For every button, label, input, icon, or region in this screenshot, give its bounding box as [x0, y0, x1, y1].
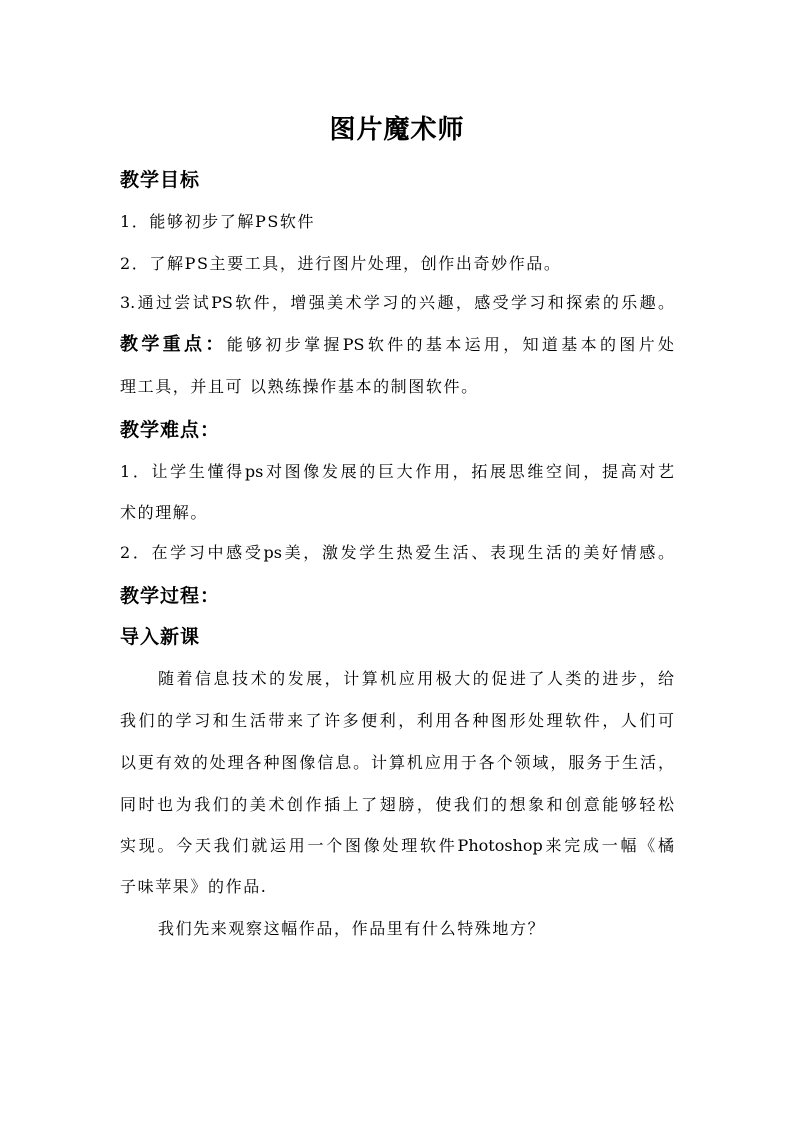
page-title: 图片魔术师 [329, 115, 465, 145]
objectives-heading: 教学目标 [120, 169, 201, 191]
paragraph-line: 以更有效的处理各种图像信息。计算机应用于各个领域，服务于生活， [120, 753, 674, 772]
difficulty-line: 1．让学生懂得ps对图像发展的巨大作用，拓展思维空间，提高对艺 [120, 462, 674, 481]
key-points-label: 教学重点： [120, 334, 227, 355]
objective-item: 1．能够初步了解PS软件 [120, 212, 316, 231]
process-heading: 教学过程： [120, 585, 221, 607]
key-points-line: 理工具，并且可 以熟练操作基本的制图软件。 [120, 377, 479, 396]
process-subheading: 导入新课 [120, 626, 201, 648]
key-points-text: 能够初步掌握PS软件的基本运用，知道基本的图片处 [226, 335, 674, 354]
paragraph-line: 子味苹果》的作品. [120, 877, 268, 896]
objective-item: 2．了解PS主要工具，进行图片处理，创作出奇妙作品。 [120, 254, 562, 273]
key-points-line [120, 333, 674, 357]
question-line: 我们先来观察这幅作品，作品里有什么特殊地方？ [158, 919, 546, 938]
difficulty-line: 2．在学习中感受ps美，激发学生热爱生活、表现生活的美好情感。 [120, 543, 674, 562]
paragraph-line: 同时也为我们的美术创作插上了翅膀，使我们的想象和创意能够轻松 [120, 795, 674, 814]
paragraph-line: 我们的学习和生活带来了许多便利，利用各种图形处理软件，人们可 [120, 711, 674, 730]
difficulties-heading: 教学难点： [120, 419, 221, 441]
difficulty-line: 术的理解。 [120, 503, 209, 522]
paragraph-line: 实现。今天我们就运用一个图像处理软件Photoshop来完成一幅《橘 [120, 836, 674, 855]
objective-item: 3.通过尝试PS软件，增强美术学习的兴趣，感受学习和探索的乐趣。 [120, 293, 674, 312]
paragraph-line: 随着信息技术的发展，计算机应用极大的促进了人类的进步，给 [158, 669, 674, 688]
